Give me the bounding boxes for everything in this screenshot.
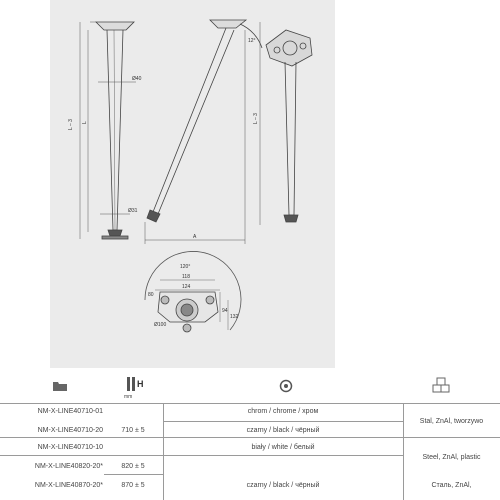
material-icon [432, 377, 450, 398]
dim-dia-top: Ø40 [132, 76, 142, 82]
dim-dia-bottom: Ø31 [128, 208, 138, 214]
leg-drawing [50, 0, 335, 368]
technical-drawing [50, 0, 335, 368]
row-code-5: NM-X-LINE40870-20* [34, 482, 103, 489]
straight-leg [96, 22, 134, 239]
row-code-1: NM-X-LINE40710-01 [37, 408, 103, 415]
table-header [0, 373, 500, 403]
dim-length-right: L – 3 [253, 113, 259, 124]
leg-3d [266, 30, 312, 222]
row-color-1: chrom / chrome / хром [247, 408, 319, 415]
dim-angle: 12° [248, 38, 256, 44]
dim-h132: 132 [230, 314, 239, 320]
row-color-2: czarny / black / чёрный [246, 427, 320, 434]
base-plate-plan [145, 251, 241, 332]
folder-icon [52, 379, 68, 397]
row-size-5: 870 ± 5 [121, 482, 145, 489]
spec-table [0, 373, 500, 500]
material-group-1: Stal, ZnAl, tworzywo [419, 418, 484, 425]
row-code-2: NM-X-LINE40710-20 [37, 427, 103, 434]
row-color-3: biały / white / белый [251, 444, 315, 451]
svg-text:H: H [137, 379, 144, 389]
row-code-3: NM-X-LINE40710-10 [37, 444, 103, 451]
material-group-2: Steel, ZnAl, plastic [422, 454, 481, 461]
dim-w118: 118 [182, 274, 190, 280]
dim-d100: Ø100 [154, 322, 167, 328]
row-size-4: 820 ± 5 [121, 463, 145, 470]
dim-r80: 80 [148, 292, 154, 298]
row-color-5: czarny / black / чёрный [246, 482, 320, 489]
dim-h94: 94 [222, 308, 228, 314]
dim-angle-bottom: 120° [180, 264, 191, 270]
finish-icon [279, 379, 293, 398]
dim-w124: 124 [182, 284, 191, 290]
material-group-3: Сталь, ZnAl, [431, 482, 472, 489]
dim-length-left: L – 3 [68, 119, 74, 130]
row-size-2: 710 ± 5 [121, 427, 145, 434]
row-code-4: NM-X-LINE40820-20* [34, 463, 103, 470]
dim-length-inner: L [82, 121, 88, 124]
dim-offset: A [193, 234, 197, 240]
height-unit: mm [124, 394, 133, 400]
